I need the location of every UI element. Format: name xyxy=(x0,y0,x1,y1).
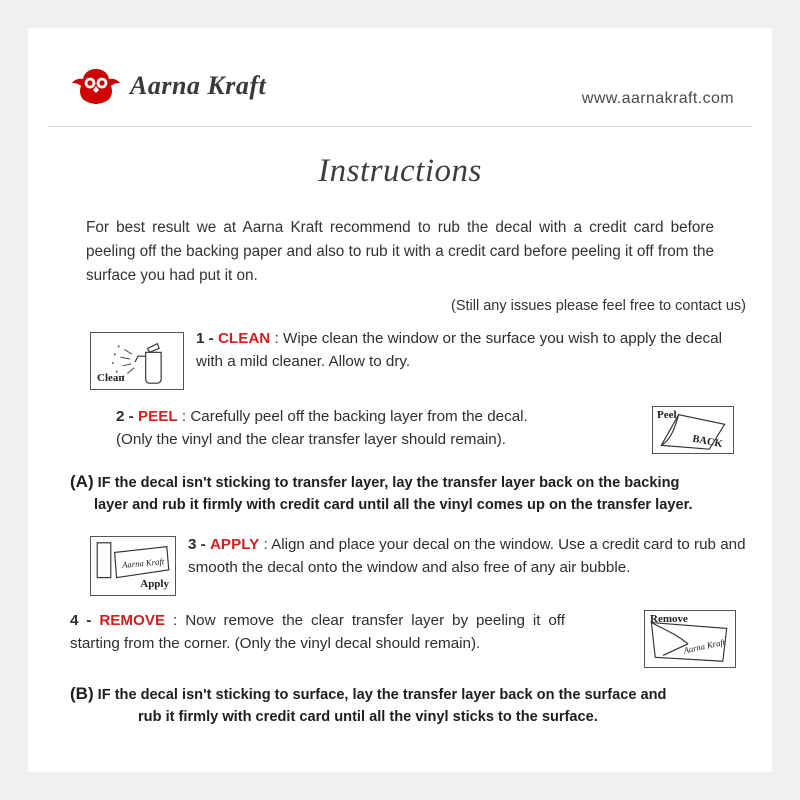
clean-caption: Clean xyxy=(97,372,125,385)
step-clean-body: Wipe clean the window or the surface you wish to apply the decal with a mild cleaner. Allow to dry. xyxy=(196,330,722,371)
step-peel-body2: (Only the vinyl and the clear transfer layer should remain). xyxy=(116,431,506,449)
page-title: Instructions xyxy=(318,153,482,189)
step-remove-number: 4 - xyxy=(70,612,92,630)
step-remove-text xyxy=(70,610,565,656)
intro-note: (Still any issues please feel free to contact us) xyxy=(451,298,746,315)
brand-name: Aarna Kraft xyxy=(130,71,267,100)
svg-text:BACK: BACK xyxy=(691,434,724,451)
brand xyxy=(70,66,266,106)
apply-card-icon xyxy=(90,536,176,596)
svg-text:Aarna Kraft: Aarna Kraft xyxy=(682,637,726,656)
callout-a-letter: (A) xyxy=(70,472,94,492)
step-remove-keyword: REMOVE xyxy=(99,612,166,630)
step-peel-text xyxy=(116,406,528,429)
step-remove-body: Now remove the clear transfer layer by peeling it off starting from the corner. (Only the vinyl decal should remain). xyxy=(70,612,565,653)
callout-b-letter: (B) xyxy=(70,684,94,704)
step-apply-number: 3 - xyxy=(188,536,206,554)
step-peel-body: Carefully peel off the backing layer from the decal. xyxy=(190,408,528,426)
callout-a-line2: layer and rub it firmly with credit card until all the vinyl comes up on the transfer layer. xyxy=(94,497,693,514)
peel-back-icon xyxy=(652,406,734,454)
step-peel-separator: : xyxy=(181,408,187,426)
remove-transfer-icon xyxy=(644,610,736,668)
spray-bottle-icon xyxy=(90,332,184,390)
website-url: www.aarnakraft.com xyxy=(581,90,734,107)
callout-b xyxy=(70,682,752,728)
step-apply xyxy=(48,534,752,596)
owl-icon xyxy=(70,66,122,106)
callout-b-line2: rub it firmly with credit card until all the vinyl sticks to the surface. xyxy=(138,708,598,725)
sheet-content xyxy=(48,48,752,752)
step-peel-number: 2 - xyxy=(116,408,134,426)
step-apply-separator: : xyxy=(263,536,268,554)
peel-caption: Peel xyxy=(657,409,677,422)
callout-a xyxy=(70,470,752,516)
callout-a-line1: IF the decal isn't sticking to transfer layer, lay the transfer layer back on the backing xyxy=(97,475,680,492)
svg-text:Aarna Kraft: Aarna Kraft xyxy=(121,556,165,571)
step-apply-keyword: APPLY xyxy=(209,536,260,554)
header xyxy=(48,48,752,127)
remove-caption: Remove xyxy=(650,613,688,626)
step-clean-number: 1 - xyxy=(196,330,214,348)
apply-caption: Apply xyxy=(140,578,169,590)
step-apply-body: Align and place your decal on the window. Use a credit card to rub and smooth the decal onto the window and also free of any air bubble. xyxy=(188,536,746,577)
step-remove xyxy=(48,610,752,668)
step-peel-keyword: PEEL xyxy=(137,408,178,426)
instruction-sheet xyxy=(28,28,772,772)
step-clean-text xyxy=(196,328,752,374)
callout-b-line1: IF the decal isn't sticking to surface, lay the transfer layer back on the surface and xyxy=(97,687,667,704)
step-apply-text xyxy=(188,534,752,580)
step-peel xyxy=(48,406,752,454)
step-remove-separator: : xyxy=(173,612,178,630)
step-clean-keyword: CLEAN xyxy=(217,330,271,348)
step-clean xyxy=(48,328,752,390)
step-clean-separator: : xyxy=(274,330,279,348)
intro-paragraph: For best result we at Aarna Kraft recommend to rub the decal with a credit card before peeling off the backing paper and also to rub it with a credit card before peeling it off from the surface you had put it on. xyxy=(86,219,714,285)
